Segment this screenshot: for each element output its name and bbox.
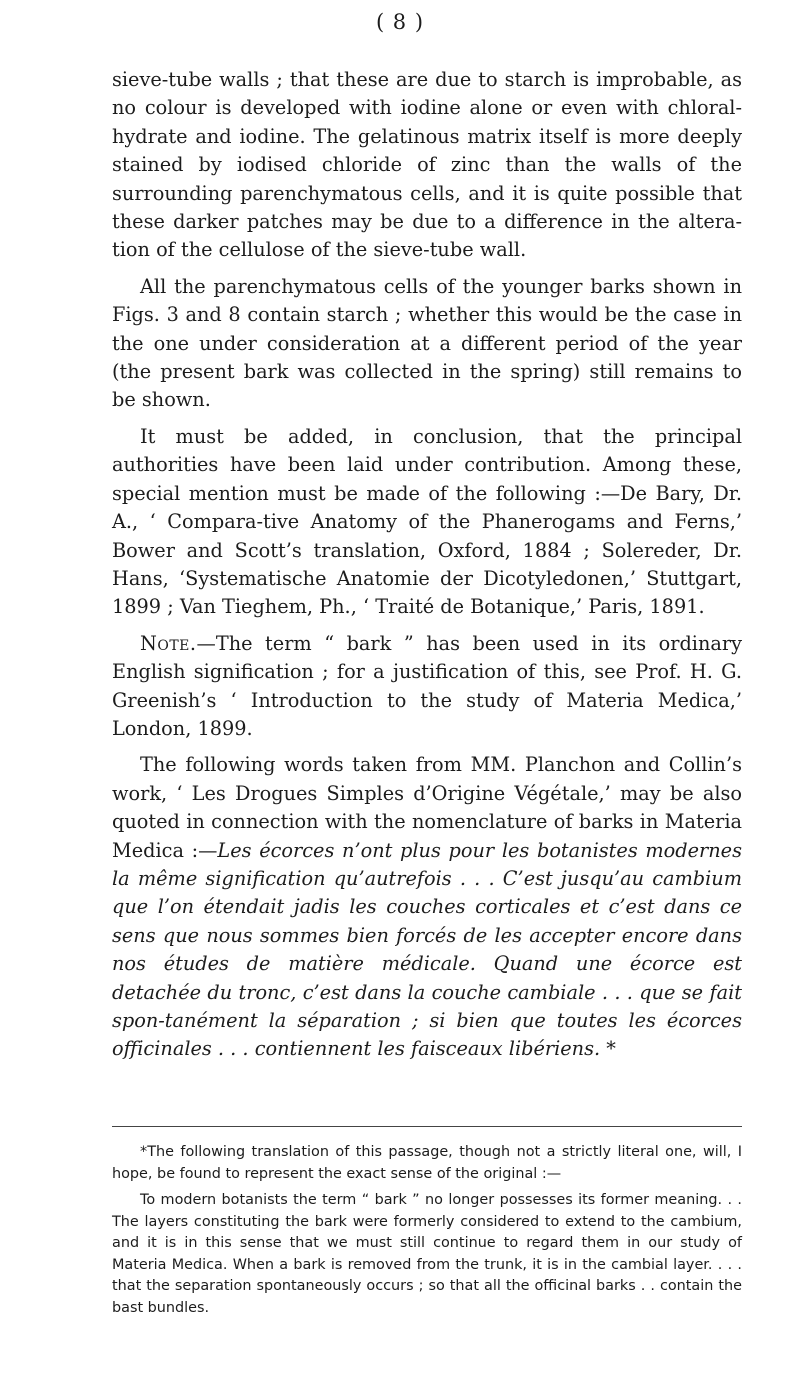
paragraph-starch: All the parenchymatous cells of the younger barks shown in Figs. 3 and 8 contain starch ; whether this would be the case in the one under consideration at a different period of the year (the present bark was collected in the spring) still remains to be shown. bbox=[112, 274, 742, 412]
page-number: ( 8 ) bbox=[375, 10, 425, 34]
note-text: —The term “ bark ” has been used in its ordinary English signification ; for a justification of this, see Prof. H. G. Greenish’s ‘ Introduction to the study of Materia Medica,’ London, 1899. bbox=[112, 631, 742, 740]
note-label: Note. bbox=[140, 631, 197, 655]
footnote-divider bbox=[112, 1126, 742, 1127]
paragraph-note bbox=[112, 630, 742, 744]
french-quotation: Les écorces n’ont plus pour les botanistes modernes la même signification qu’autrefois . . . C’est jusqu’au cambium que l’on étendait jadis les couches corticales et c’est dans ce sens que nous sommes bien forcés de les accepter encore dans nos études de matière médicale. Quand une écorce est detachée du tronc, c’est dans la couche cambiale . . . que se fait spon-tanément la séparation ; si bien que toutes les écorces officinales . . . contiennent les faisceaux libériens. * bbox=[112, 838, 742, 1061]
paragraph-quotation bbox=[112, 751, 742, 1063]
paragraph-authorities: It must be added, in conclusion, that the principal authorities have been laid under contribution. Among these, special mention must be made of the following :—De Bary, Dr. A., ‘ Compara-tive Anatomy of the Phanerogams and Ferns,’ Bower and Scott’s translation, Oxford, 1884 ; Solereder, Dr. Hans, ‘Systematische Anatomie der Dicotyledonen,’ Stuttgart, 1899 ; Van Tieghem, Ph., ‘ Traité de Botanique,’ Paris, 1891. bbox=[112, 424, 742, 619]
main-text bbox=[112, 66, 742, 1072]
paragraph-sieve-tube: sieve-tube walls ; that these are due to starch is improbable, as no colour is developed with iodine alone or even with chloral-hydrate and iodine. The gelatinous matrix itself is more deeply stained by iodised chloride of zinc than the walls of the surrounding parenchymatous cells, and it is quite possible that these darker patches may be due to a difference in the altera-tion of the cellulose of the sieve-tube wall. bbox=[112, 68, 742, 262]
footnote bbox=[112, 1142, 742, 1324]
quotation-intro: The following words taken from MM. Planchon and Collin’s work, ‘ Les Drogues Simples d’Origine Végétale,’ may be also quoted in connection with the nomenclature of barks in Materia Medica :— bbox=[112, 753, 742, 862]
footnote-intro: *The following translation of this passage, though not a strictly literal one, will, I hope, be found to represent the exact sense of the original :— bbox=[112, 1144, 742, 1182]
footnote-translation: To modern botanists the term “ bark ” no longer possesses its former meaning. . . The layers constituting the bark were formerly considered to extend to the cambium, and it is in this sense that we must still continue to regard them in our study of Materia Medica. When a bark is removed from the trunk, it is in the cambial layer. . . . that the separation spontaneously occurs ; so that all the officinal barks . . contain the bast bundles. bbox=[112, 1192, 742, 1316]
